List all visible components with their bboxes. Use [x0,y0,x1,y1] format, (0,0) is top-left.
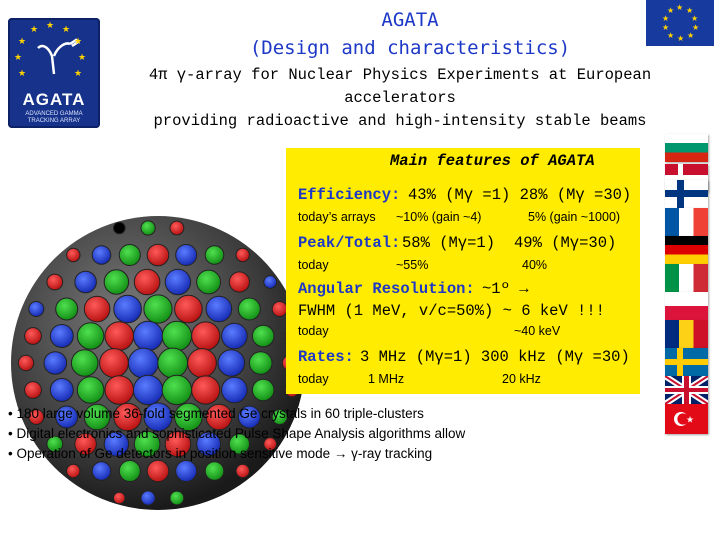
detector-cell [147,244,169,266]
detector-cell [188,349,217,378]
bullet-item: • 180 large volume 36-fold segmented Ge crystals in 60 triple-clusters [8,406,424,421]
detector-cell [67,464,80,477]
detector-cell [29,302,44,317]
detector-cell [105,376,134,405]
rates-label: Rates: [298,348,354,366]
detector-cell [236,464,249,477]
detector-cell [272,302,287,317]
detector-cell [170,491,184,505]
angular-today-value: ~40 keV [514,324,561,338]
efficiency-label: Efficiency: [298,186,401,204]
detector-cell [104,270,128,294]
bullet-item: • Digital electronics and sophisticated Pulse Shape Analysis algorithms allow [8,426,466,441]
detector-cell [192,322,220,350]
efficiency-today-value-1: ~10% (gain ~4) [396,210,482,224]
detector-cell [25,382,42,399]
detector-cell [44,352,67,375]
intro-line-1: 4π γ-array for Nuclear Physics Experiments at European accelerators [148,66,652,107]
detector-cell [252,379,274,401]
detector-cell [249,352,272,375]
page-title: AGATA [381,9,439,31]
detector-cell [100,349,129,378]
intro-line-2: providing radioactive and high-intensity stable beams [153,112,647,130]
detector-cell [192,376,220,404]
efficiency-today-value-2: 5% (gain ~1000) [528,210,621,224]
peak-total-today-value-2: 40% [522,258,548,272]
rates-value: 3 MHz (Mγ=1) 300 kHz (Mγ =30) [360,348,630,366]
angular-label: Angular Resolution: [298,280,475,298]
peak-total-today-label: today [298,258,329,272]
detector-cell [133,321,162,350]
detector-cell [119,245,140,266]
romania-flag [665,320,708,348]
rates-today-label: today [298,372,329,386]
detector-cell [134,269,160,295]
detector-cell [77,377,104,404]
detector-cell [236,248,249,261]
germany-flag [665,236,708,264]
sweden-flag [665,348,708,376]
detector-cell [229,272,249,292]
detector-cell [25,328,42,345]
uk-flag [665,376,708,404]
detector-cell [105,322,134,351]
peak-total-value-1: 58% (Mγ=1) [402,234,496,252]
detector-cell [162,375,191,404]
detector-cell [128,348,158,378]
detector-cell [50,325,73,348]
detector-cell [238,298,260,320]
detector-cell [84,296,110,322]
angular-today-label: today [298,324,329,338]
detector-cell [252,325,274,347]
detector-cell [176,245,197,266]
detector-cell [218,350,245,377]
detector-cell [197,270,221,294]
page-subtitle: (Design and characteristics) [249,37,571,59]
bulgaria-flag [665,134,708,162]
peak-total-today-value-1: ~55% [396,258,429,272]
logo-name: AGATA [22,90,86,109]
detector-cell [71,350,98,377]
detector-cell [175,295,203,323]
detector-cell [222,323,248,349]
finland-flag [665,180,708,208]
detector-cell [133,375,162,404]
detector-cell [162,321,191,350]
detector-cell [158,348,188,378]
detector-cell [67,248,80,261]
detector-cell [144,295,172,323]
detector-cell [141,221,155,235]
svg-text:★: ★ [686,415,695,426]
features-heading: Main features of AGATA [390,152,595,170]
logo-subtitle-2: TRACKING ARRAY [27,118,81,124]
detector-cell [114,222,126,234]
detector-cell [205,246,224,265]
detector-cell [92,246,111,265]
peak-total-value-2: 49% (Mγ=30) [514,234,617,252]
detector-cell [92,462,111,481]
detector-cell [141,491,155,505]
agata-sphere-image [8,138,308,540]
efficiency-today-label: today’s arrays [298,210,376,224]
bullet-item: • Operation of Ge detectors in position sensitive mode → γ-ray tracking [8,446,433,461]
eu-flag: ★ ★ ★ ★ ★ ★ ★ ★ ★ ★ [646,0,714,46]
rates-today-value-2: 20 kHz [502,372,541,386]
france-flag [665,208,708,236]
detector-cell [50,379,73,402]
detector-cell [18,355,33,370]
features-panel [286,148,640,394]
detector-cell [77,323,104,350]
detector-cell [222,377,248,403]
agata-logo: ★ ★ ★ ★ ★ ★ ★ ★ ★ AGATA ADVANCED GAMMA TRACKING ARRAY [8,18,100,128]
detector-cell [170,221,184,235]
angular-value: ~1º → [482,280,529,298]
detector-cell [56,298,78,320]
logo-subtitle-1: ADVANCED GAMMA [25,111,83,117]
intro-text [100,64,700,133]
detector-cell [264,276,277,289]
feature-bullets [8,404,465,464]
peak-total-label: Peak/Total: [298,234,401,252]
detector-cell [114,295,142,323]
detector-cell [114,492,126,504]
angular-fwhm: FWHM (1 MeV, v/c=50%) ~ 6 keV !!! [298,302,605,320]
italy-flag [665,264,708,292]
detector-cell [165,269,190,294]
detector-cell [205,462,224,481]
detector-cell [47,274,63,290]
detector-cell [75,271,97,293]
turkey-flag [665,404,708,434]
poland-flag [665,292,708,320]
detector-cell [206,296,232,322]
rates-today-value-1: 1 MHz [368,372,405,386]
efficiency-value: 43% (Mγ =1) 28% (Mγ =30) [408,186,632,204]
